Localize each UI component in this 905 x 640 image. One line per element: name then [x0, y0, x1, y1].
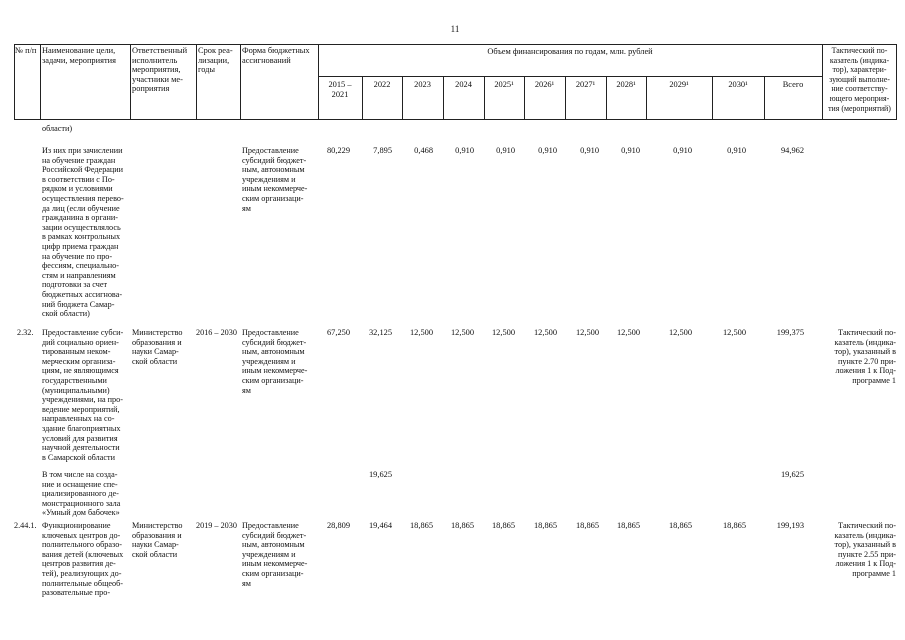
- subrow-transfer-form: Предоставление субсидий бюджет- ным, автономным учреждениям и иным некоммерче- ским организаци- ям: [242, 146, 308, 213]
- header-col-indicator: Тактический по- казатель (индика- тор), характери- зующий выполне- ние соответству- ющего мероприя- тия (мероприятий): [828, 46, 891, 113]
- row-2-32-value: 12,500: [616, 328, 640, 337]
- header-col-executor: Ответственный исполнитель мероприятия, участники ме- роприятия: [132, 46, 188, 94]
- row-2-44-1-number: 2.44.1.: [14, 521, 37, 530]
- row-2-32-indicator: Тактический по- казатель (индика- тор), указанный в пункте 2.70 при- ложения 1 к Под- программе 1: [834, 328, 896, 385]
- header-year-total: Всего: [782, 80, 804, 89]
- header-top-border: [14, 44, 896, 45]
- header-year-2025: 2025¹: [494, 80, 514, 89]
- header-col-name: Наименование цели, задачи, мероприятия: [42, 46, 116, 65]
- row-2-32-value: 199,375: [776, 328, 804, 337]
- subrow-transfer-value: 0,910: [580, 146, 599, 155]
- header-col-number: № п/п: [15, 46, 37, 55]
- subrow-transfer-value: 0,468: [414, 146, 433, 155]
- row-continuation-name: области): [42, 124, 73, 133]
- subrow-transfer-value: 0,910: [621, 146, 640, 155]
- row-2-44-1-value: 18,865: [722, 521, 746, 530]
- row-2-44-1-value: 19,464: [368, 521, 392, 530]
- row-2-44-1-value: 18,865: [575, 521, 599, 530]
- subrow-transfer-value: 0,910: [727, 146, 746, 155]
- subrow-butterfly-hall-value-total: 19,625: [780, 470, 804, 479]
- row-2-44-1-value: 18,865: [533, 521, 557, 530]
- header-year-2026: 2026¹: [534, 80, 555, 89]
- row-2-32-value: 12,500: [575, 328, 599, 337]
- row-2-32-term: 2016 – 2030: [196, 328, 237, 337]
- header-col-term: Срок реа- лизации, годы: [198, 46, 233, 75]
- header-vline-right: [896, 44, 897, 120]
- row-2-32-value: 12,500: [491, 328, 515, 337]
- row-2-32-value: 12,500: [409, 328, 433, 337]
- row-2-44-1-executor: Министерство образования и науки Самар- ской области: [132, 521, 183, 559]
- row-2-32-value: 12,500: [450, 328, 474, 337]
- row-2-44-1-value: 199,193: [776, 521, 804, 530]
- row-2-44-1-value: 18,865: [668, 521, 692, 530]
- row-2-44-1-value: 18,865: [491, 521, 515, 530]
- subrow-transfer-value: 7,895: [373, 146, 392, 155]
- header-year-2024: 2024: [455, 80, 472, 89]
- subrow-transfer-value: 80,229: [326, 146, 350, 155]
- row-2-32-number: 2.32.: [17, 328, 34, 337]
- row-2-44-1-term: 2019 – 2030: [196, 521, 237, 530]
- row-2-44-1-value: 18,865: [409, 521, 433, 530]
- header-col-form: Форма бюджетных ассигнований: [242, 46, 310, 65]
- header-year-2023: 2023: [414, 80, 431, 89]
- row-2-32-value: 12,500: [533, 328, 557, 337]
- subrow-transfer-value: 0,910: [455, 146, 474, 155]
- row-2-44-1-name: Функционирование ключевых центров до- полнительного образо- вания детей (ключевых центров развития де- тей), реализующих до- полнительные общеоб- разовательные про-: [42, 521, 124, 598]
- row-2-32-name: Предоставление субси- дий социально ориен- тированным неком- мерческим организа- циям, не являющимся государственными (муниципальными) учреждениями, на про- ведение мероприятий, направленных на со- здание благоприятных условий для развития научной деятельности в Самарской области: [42, 328, 124, 462]
- row-2-32-executor: Министерство образования и науки Самар- ской области: [132, 328, 183, 366]
- row-2-44-1-indicator: Тактический по- казатель (индика- тор), указанный в пункте 2.55 при- ложения 1 к Под- программе 1: [834, 521, 896, 578]
- subrow-transfer-name: Из них при зачислении на обучение граждан Российской Федерации в соответствии с По- рядком и условиями осуществления перево- да лиц (если обучение гражданина в органи- зации осуществлялось в рамках контрольных цифр приема граждан на обучение по про- фессиям, специально- стям и направлениям подготовки за счет бюджетных ассигнова- ний бюджета Самар- ской области): [42, 146, 124, 319]
- header-year-2022: 2022: [373, 80, 391, 89]
- header-year-2015-2021: 2015 – 2021: [328, 80, 352, 99]
- subrow-butterfly-hall-value-2022: 19,625: [368, 470, 392, 479]
- row-2-32-form: Предоставление субсидий бюджет- ным, автономным учреждениям и иным некоммерче- ским организаци- ям: [242, 328, 308, 395]
- row-2-32-value: 12,500: [668, 328, 692, 337]
- header-year-2027: 2027¹: [575, 80, 596, 89]
- header-year-2028: 2028¹: [616, 80, 636, 89]
- header-col-finance: Объем финансирования по годам, млн. рублей: [487, 47, 653, 56]
- subrow-transfer-value: 0,910: [496, 146, 515, 155]
- page-number: 11: [450, 24, 460, 34]
- subrow-transfer-value: 0,910: [538, 146, 557, 155]
- subrow-butterfly-hall-name: В том числе на созда- ние и оснащение спе- циализированного де- монстрационного зала «Умный дом бабочек»: [42, 470, 121, 518]
- row-2-32-value: 12,500: [722, 328, 746, 337]
- row-2-32-value: 67,250: [326, 328, 350, 337]
- subrow-transfer-value: 94,962: [780, 146, 804, 155]
- row-2-44-1-form: Предоставление субсидий бюджет- ным, автономным учреждениям и иным некоммерче- ским организаци- ям: [242, 521, 308, 588]
- header-year-2029: 2029¹: [669, 80, 689, 89]
- row-2-32-value: 32,125: [368, 328, 392, 337]
- row-2-44-1-value: 18,865: [616, 521, 640, 530]
- row-2-44-1-value: 28,809: [326, 521, 350, 530]
- header-year-2030: 2030¹: [728, 80, 748, 89]
- row-2-44-1-value: 18,865: [450, 521, 474, 530]
- header-years-divider: [318, 76, 822, 77]
- subrow-transfer-value: 0,910: [673, 146, 692, 155]
